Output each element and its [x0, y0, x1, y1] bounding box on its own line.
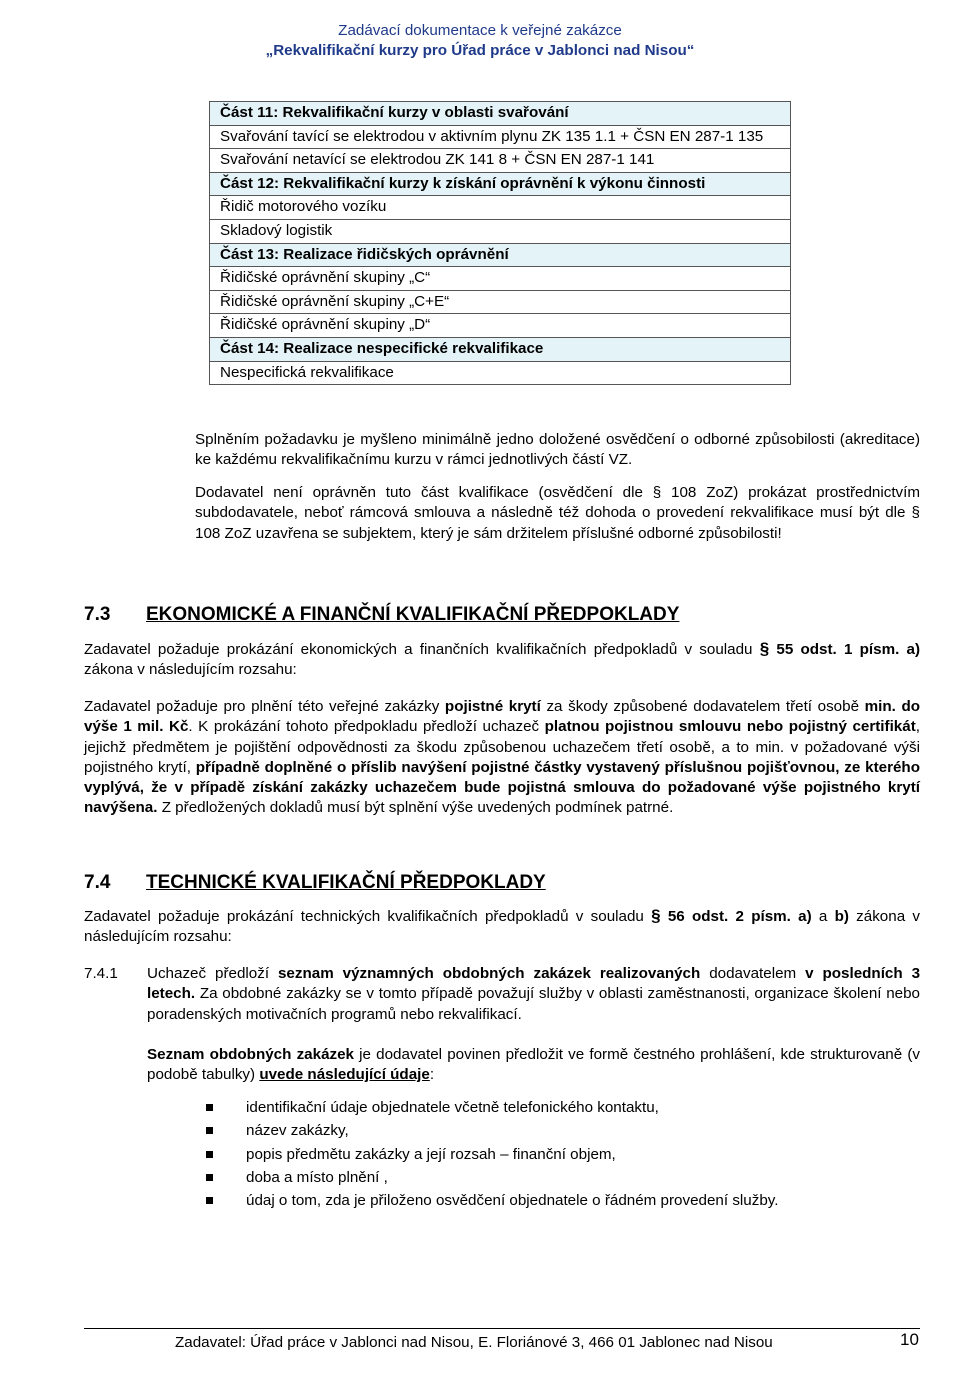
header-line-2: „Rekvalifikační kurzy pro Úřad práce v Jablonci nad Nisou“: [265, 42, 695, 59]
contracts-list-intro: Seznam obdobných zakázek je dodavatel povinen předložit ve formě čestného prohlášení, kde strukturovaně (v podobě tabulky) uvede následující údaje:: [147, 1046, 920, 1084]
table-cell: Řidičské oprávnění skupiny „D“: [210, 314, 791, 338]
fulfilment-paragraph: Splněním požadavku je myšleno minimálně jedno doložené osvědčení o odborné způsobilosti (akreditace) ke každému rekvalifikačnímu kurzu v rámci jednotlivých částí VZ.: [195, 431, 920, 469]
table-row: [210, 219, 791, 243]
section-73-intro: Zadavatel požaduje prokázání ekonomických a finančních kvalifikačních předpokladů v souladu § 55 odst. 1 písm. a) zákona v následujícím rozsahu:: [84, 639, 921, 679]
table-cell: Část 14: Realizace nespecifické rekvalifikace: [210, 337, 791, 361]
list-item: doba a místo plnění ,: [206, 1166, 778, 1189]
table-row: [210, 267, 791, 291]
table-section-row: [210, 172, 791, 196]
parts-table: [209, 101, 791, 385]
header-line-1: Zadávací dokumentace k veřejné zakázce: [338, 22, 622, 39]
document-header: [0, 21, 960, 61]
subsection-741-paragraph: Uchazeč předloží seznam významných obdobných zakázek realizovaných dodavatelem v posledních 3 letech. Za obdobné zakázky se v tomto případě považují služby v oblasti zaměstnanosti, organizace školení nebo poradenských motivačních programů nebo rekvalifikací.: [147, 965, 921, 1023]
list-item: identifikační údaje objednatele včetně telefonického kontaktu,: [206, 1096, 778, 1119]
table-row: [210, 290, 791, 314]
footer-text: Zadavatel: Úřad práce v Jablonci nad Nisou, E. Floriánové 3, 466 01 Jablonec nad Nisou: [175, 1334, 773, 1351]
required-data-list: [206, 1096, 778, 1212]
table-cell: Část 13: Realizace řidičských oprávnění: [210, 243, 791, 267]
list-item: údaj o tom, zda je přiloženo osvědčení objednatele o řádném provedení služby.: [206, 1189, 778, 1212]
table-cell: Řidičské oprávnění skupiny „C“: [210, 267, 791, 291]
table-row: [210, 314, 791, 338]
table-row: [210, 361, 791, 385]
list-item: popis předmětu zakázky a její rozsah – finanční objem,: [206, 1143, 778, 1166]
section-73-insurance-paragraph: Zadavatel požaduje pro plnění této veřejné zakázky pojistné krytí za škody způsobené dodavatelem třetí osobě min. do výše 1 mil. Kč. K prokázání tohoto předpokladu předloží uchazeč platnou pojistnou smlouvu nebo pojistný certifikát, jejichž předmětem je pojištění odpovědnosti za škodu způsobenou uchazečem třetí osobě, a to min. v požadované výši pojistného krytí, případně doplněné o příslib navýšení pojistné částky vystavený příslušnou pojišťovnou, ze kterého vyplývá, že v případě získání zakázky uchazečem bude pojistná smlouva do požadované výše pojistného krytí navýšena. Z předložených dokladů musí být splnění výše uvedených podmínek patrné.: [84, 698, 921, 817]
table-row: [210, 149, 791, 173]
table-cell: Svařování netavící se elektrodou ZK 141 8 + ČSN EN 287-1 141: [210, 149, 791, 173]
section-74-title: TECHNICKÉ KVALIFIKAČNÍ PŘEDPOKLADY: [146, 872, 546, 893]
subsection-741-number: 7.4.1: [84, 965, 118, 982]
table-section-row: [210, 102, 791, 126]
section-74-intro: Zadavatel požaduje prokázání technických kvalifikačních předpokladů v souladu § 56 odst. 2 písm. a) a b) zákona v následujícím rozsahu:: [84, 906, 920, 946]
footer-divider: [84, 1328, 920, 1329]
section-74-number: 7.4: [84, 872, 111, 893]
table-section-row: [210, 243, 791, 267]
table-cell: Nespecifická rekvalifikace: [210, 361, 791, 385]
table-section-row: [210, 337, 791, 361]
subcontractor-paragraph: Dodavatel není oprávněn tuto část kvalifikace (osvědčení dle § 108 ZoZ) prokázat prostřednictvím subdodavatele, neboť rámcová smlouva a následně též dohoda o provedení rekvalifikace musí být dle § 108 ZoZ uzavřena se subjektem, který je sám držitelem příslušné odborné způsobilosti!: [195, 484, 920, 542]
table-cell: Řidičské oprávnění skupiny „C+E“: [210, 290, 791, 314]
table-cell: Část 11: Rekvalifikační kurzy v oblasti svařování: [210, 102, 791, 126]
list-item: název zakázky,: [206, 1119, 778, 1142]
table-cell: Skladový logistik: [210, 219, 791, 243]
table-cell: Svařování tavící se elektrodou v aktivním plynu ZK 135 1.1 + ČSN EN 287-1 135: [210, 125, 791, 149]
table-row: [210, 196, 791, 220]
table-cell: Část 12: Rekvalifikační kurzy k získání oprávnění k výkonu činnosti: [210, 172, 791, 196]
section-73-number: 7.3: [84, 604, 111, 625]
section-73-title: EKONOMICKÉ A FINANČNÍ KVALIFIKAČNÍ PŘEDPOKLADY: [146, 604, 680, 625]
page-number: 10: [900, 1330, 919, 1349]
table-cell: Řidič motorového vozíku: [210, 196, 791, 220]
table-row: [210, 125, 791, 149]
